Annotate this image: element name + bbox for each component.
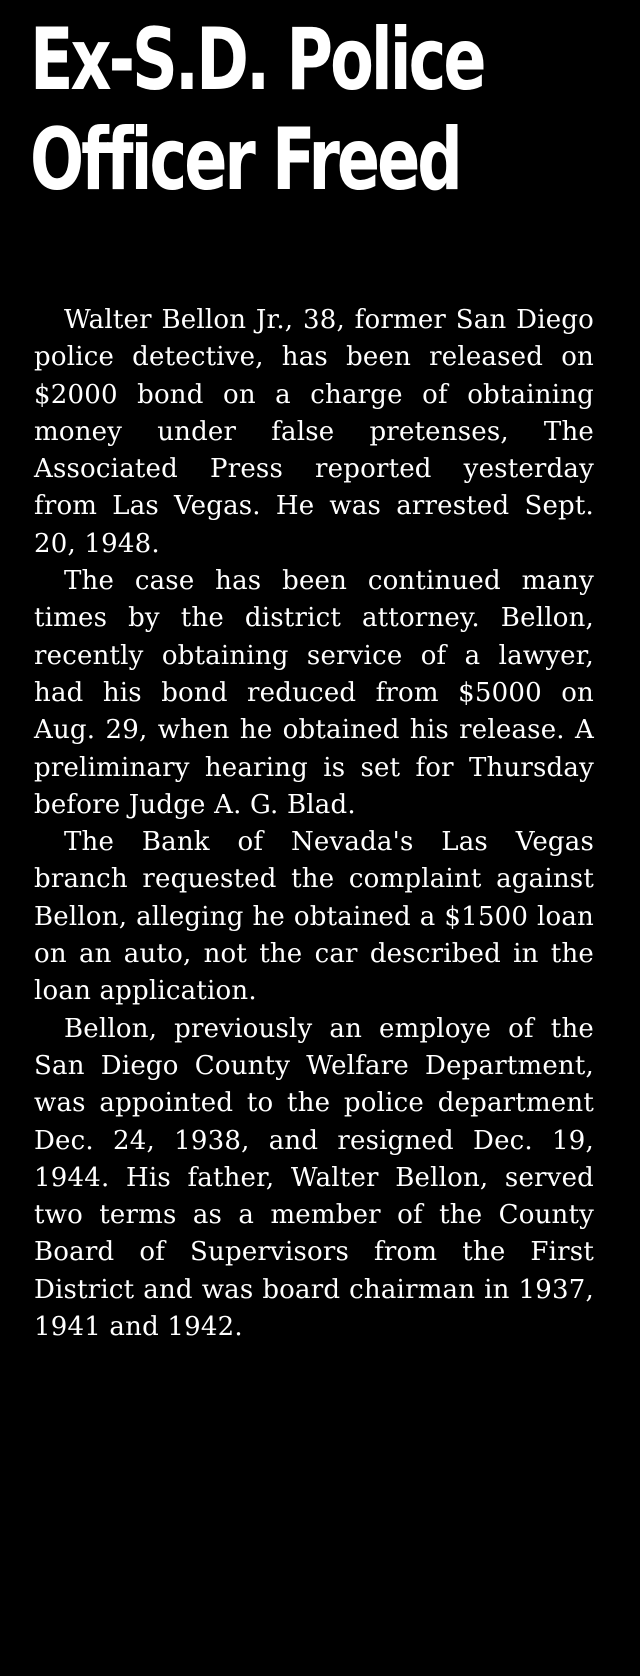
- headline-line-1: Ex-S.D. Police: [30, 10, 484, 110]
- headline: [30, 10, 484, 210]
- article-paragraph-4: Bellon, previously an employe of the San Diego County Welfare Department, was appointed to the police department Dec. 24, 1938, and resigned Dec. 19, 1944. His father, Walter Bellon, served two terms as a member of the County Board of Supervisors from the First District and was board chairman in 1937, 1941 and 1942.: [34, 1013, 594, 1343]
- article-body: [34, 302, 594, 1346]
- article-paragraph-1: Walter Bellon Jr., 38, former San Diego police detective, has been released on $2000 bond on a charge of obtaining money under false pretenses, The Associated Press reported yesterday from Las Vegas. He was arrested Sept. 20, 1948.: [34, 305, 594, 559]
- article-paragraph-3: The Bank of Nevada's Las Vegas branch requested the complaint against Bellon, alleging he obtained a $1500 loan on an auto, not the car described in the loan application.: [34, 827, 594, 1007]
- article-paragraph-2: The case has been continued many times by the district attorney. Bellon, recently obtaining service of a lawyer, had his bond reduced from $5000 on Aug. 29, when he obtained his release. A preliminary hearing is set for Thursday before Judge A. G. Blad.: [34, 566, 594, 820]
- headline-line-2: Officer Freed: [30, 110, 460, 210]
